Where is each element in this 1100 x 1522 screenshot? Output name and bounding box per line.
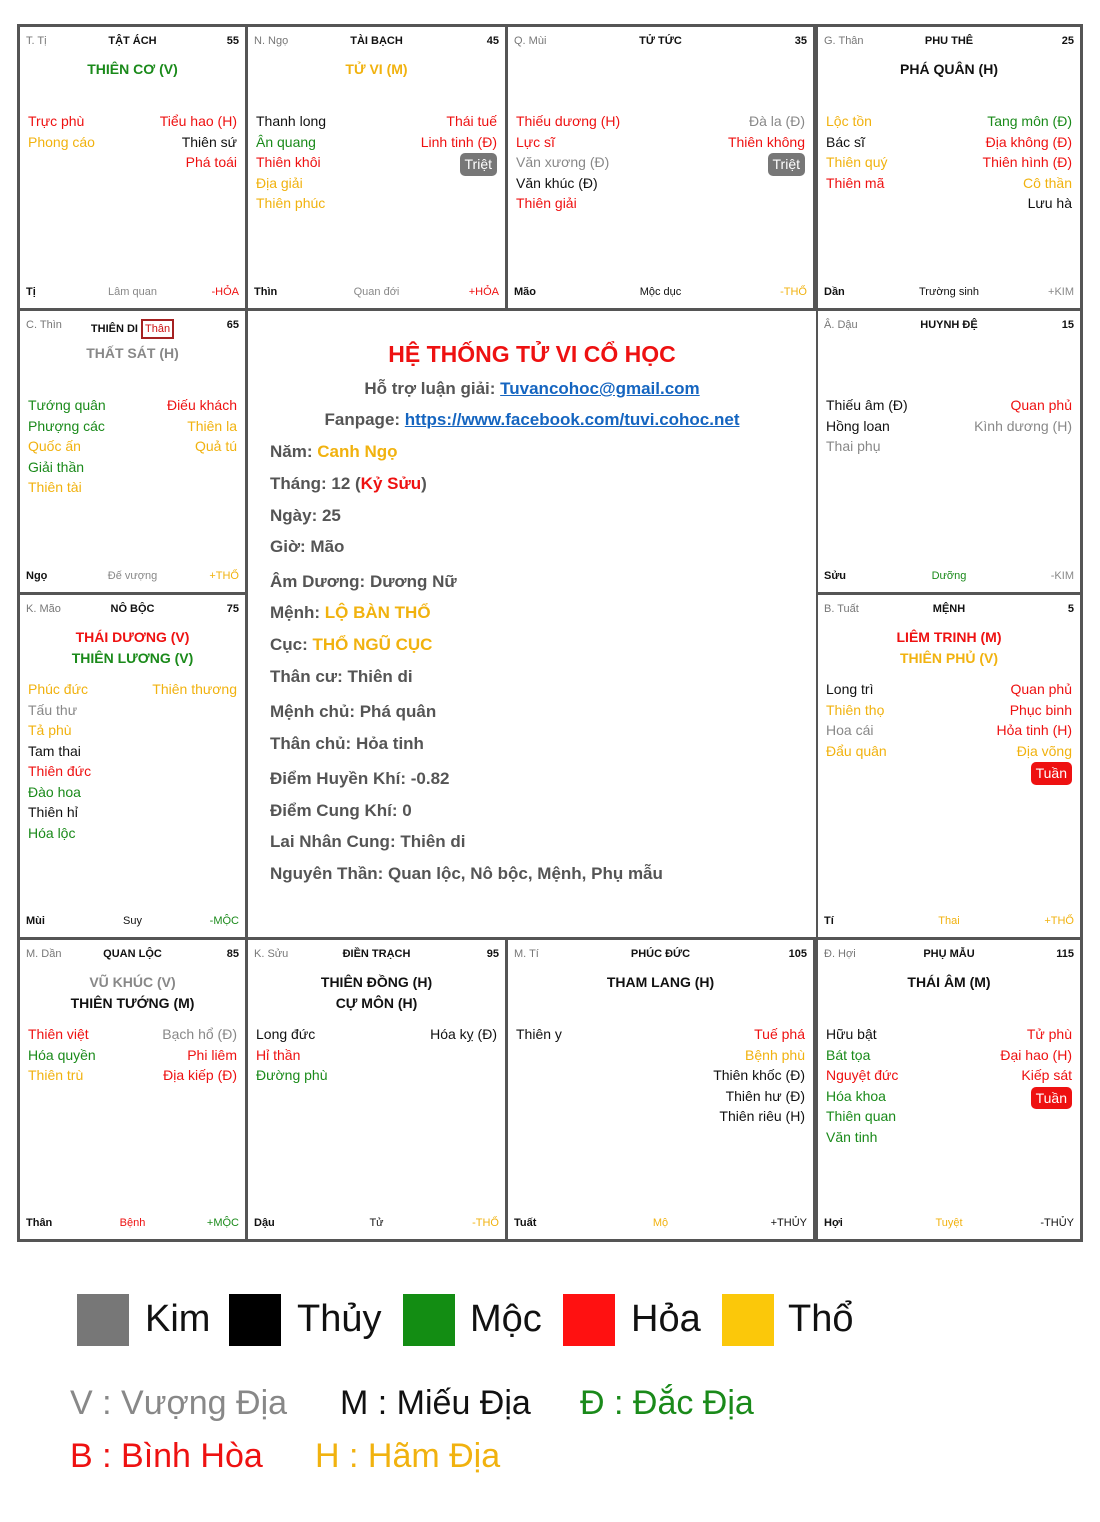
- main-star: THÁI DƯƠNG (V): [75, 629, 190, 645]
- badge-wrap: [997, 761, 1072, 785]
- minor-stars-left: [28, 395, 106, 498]
- minor-star: Đường phù: [256, 1067, 328, 1083]
- palace-header: [514, 35, 807, 51]
- minor-star: Hỏa tinh (H): [996, 722, 1072, 738]
- palace-tuat[interactable]: [818, 595, 1080, 937]
- palace-ti[interactable]: [20, 27, 245, 308]
- menh-line: Mệnh: LỘ BÀN THỔ: [270, 603, 431, 622]
- minor-star: Long đức: [256, 1026, 316, 1042]
- minor-star: Thiên khôi: [256, 154, 321, 170]
- key-ham-dia: H : Hãm Địa: [315, 1437, 501, 1475]
- palace-name-text: QUAN LỘC: [103, 948, 162, 960]
- palace-age: 35: [794, 35, 807, 47]
- nam-line: Năm: Canh Ngọ: [270, 442, 398, 461]
- minor-stars-right: [162, 1024, 237, 1086]
- truong-sinh: Mộ: [652, 1217, 669, 1229]
- palace-footer: [26, 286, 239, 300]
- nguyen-than-line: Nguyên Thần: Quan lộc, Nô bộc, Mệnh, Phụ mẫu: [270, 864, 663, 883]
- truong-sinh: Thai: [938, 915, 960, 927]
- minor-stars-right: [713, 1024, 805, 1127]
- palace-age: 95: [486, 948, 499, 960]
- palace-dau[interactable]: [818, 311, 1080, 592]
- earthly-branch: Mùi: [26, 915, 45, 927]
- badge-wrap: [1000, 1086, 1072, 1110]
- minor-star: Hoa cái: [826, 722, 874, 738]
- minor-star: Địa giải: [256, 174, 303, 191]
- minor-stars-right: [430, 1024, 497, 1045]
- truong-sinh: Quan đới: [353, 286, 400, 298]
- minor-star: Trực phù: [28, 113, 85, 129]
- minor-star: Thiếu dương (H): [516, 113, 621, 129]
- minor-star: Thiên y: [516, 1026, 562, 1042]
- minor-stars-right: [160, 111, 237, 173]
- palace-age: 55: [226, 35, 239, 47]
- minor-star: Phúc đức: [28, 681, 88, 697]
- element-label: +MỘC: [206, 1217, 239, 1229]
- huyen-khi-line: Điểm Huyền Khí: -0.82: [270, 769, 450, 788]
- minor-stars-left: [826, 1024, 898, 1147]
- minor-star: Linh tinh (Đ): [420, 133, 497, 150]
- palace-header: [254, 948, 499, 964]
- palace-footer: [26, 1217, 239, 1231]
- earthly-branch: Thân: [26, 1217, 53, 1229]
- truong-sinh: Bệnh: [119, 1217, 146, 1229]
- menh-chu-line: Mệnh chủ: Phá quân: [270, 702, 437, 721]
- minor-star: Quả tú: [194, 438, 237, 454]
- heavenly-stem: Q. Mùi: [514, 35, 547, 47]
- thang-value: Kỷ Sửu: [360, 474, 422, 493]
- element-label: +HỎA: [468, 286, 499, 298]
- minor-star: Đẩu quân: [826, 742, 887, 759]
- minor-star: Hóa lộc: [28, 824, 76, 841]
- minor-star: Văn khúc (Đ): [516, 174, 598, 191]
- than-marker: Thân: [141, 319, 174, 339]
- earthly-branch: Mão: [514, 286, 536, 298]
- minor-star: Thiên quý: [826, 154, 888, 170]
- triet-badge: Triệt: [768, 153, 805, 176]
- am-duong-line: Âm Dương: Dương Nữ: [270, 572, 457, 591]
- minor-star: Đại hao (H): [1000, 1046, 1072, 1063]
- minor-star: Tang môn (Đ): [987, 113, 1072, 129]
- palace-footer: [254, 1217, 499, 1231]
- palace-footer: [824, 286, 1074, 300]
- minor-star: Văn tinh: [826, 1128, 878, 1145]
- minor-star: Thanh long: [256, 113, 327, 129]
- ngay-line: Ngày: 25: [270, 506, 341, 525]
- palace-name-text: HUYNH ĐỆ: [920, 319, 978, 331]
- main-star: VŨ KHÚC (V): [89, 974, 176, 990]
- truong-sinh: Đế vượng: [107, 570, 158, 582]
- palace-age: 115: [1056, 948, 1074, 960]
- palace-name-text: PHÚC ĐỨC: [630, 948, 691, 960]
- element-label: +KIM: [1048, 286, 1074, 298]
- minor-star: Lộc tồn: [826, 113, 872, 129]
- heavenly-stem: Đ. Hợi: [824, 948, 856, 960]
- palace-age: 15: [1061, 319, 1074, 331]
- main-star: THIÊN TƯỚNG (M): [70, 995, 195, 1011]
- minor-star: Kình dương (H): [974, 417, 1072, 434]
- tuan-badge: Tuần: [1031, 762, 1072, 785]
- minor-stars-right: [974, 395, 1072, 436]
- legend-kim-label: Kim: [145, 1298, 211, 1340]
- main-stars: [20, 59, 245, 80]
- palace-footer: [254, 286, 499, 300]
- thang-line: Tháng: 12 (Kỷ Sửu): [270, 474, 427, 493]
- lai-nhan-line: Lai Nhân Cung: Thiên di: [270, 832, 466, 851]
- earthly-branch: Thìn: [254, 286, 278, 298]
- cuc-value: THỔ NGŨ CỤC: [312, 635, 433, 654]
- swatch-tho: [722, 1294, 774, 1346]
- main-stars: [20, 343, 245, 364]
- support-email-link[interactable]: Tuvancohoc@gmail.com: [500, 379, 700, 398]
- palace-name-text: TẬT ÁCH: [108, 35, 157, 47]
- minor-star: Thiên đức: [28, 763, 92, 779]
- heavenly-stem: Â. Dậu: [824, 319, 858, 331]
- palace-ngo[interactable]: [248, 27, 505, 308]
- chart-title: HỆ THỐNG TỬ VI CỔ HỌC: [388, 341, 676, 367]
- minor-star: Phong cáo: [28, 133, 95, 150]
- main-star: THẤT SÁT (H): [86, 345, 179, 361]
- minor-star: Lưu hà: [1027, 195, 1072, 211]
- palace-name: [824, 948, 1074, 960]
- heavenly-stem: B. Tuất: [824, 603, 859, 615]
- nam-value: Canh Ngọ: [317, 442, 398, 461]
- minor-stars-left: [256, 111, 326, 214]
- palace-age: 75: [226, 603, 239, 615]
- main-stars: [818, 972, 1080, 993]
- minor-star: Giải thần: [28, 458, 85, 475]
- palace-name-text: TỬ TỨC: [639, 35, 682, 47]
- minor-star: Văn xương (Đ): [516, 154, 610, 170]
- legend-moc-label: Mộc: [470, 1298, 542, 1340]
- minor-star: Thiếu âm (Đ): [826, 397, 908, 413]
- palace-age: 65: [226, 319, 239, 331]
- minor-stars-left: [826, 395, 908, 457]
- main-star: THIÊN PHỦ (V): [900, 650, 998, 666]
- legend-thuy-label: Thủy: [297, 1298, 382, 1340]
- fanpage-link[interactable]: https://www.facebook.com/tuvi.cohoc.net: [404, 410, 740, 429]
- minor-star: Thiên hỉ: [28, 804, 78, 820]
- palace-header: [26, 948, 239, 964]
- minor-star: Nguyệt đức: [826, 1067, 899, 1083]
- palace-age: 25: [1061, 35, 1074, 47]
- minor-star: Thiên trù: [28, 1067, 84, 1083]
- main-stars: [248, 972, 505, 1014]
- main-star: THIÊN ĐỒNG (H): [320, 974, 433, 990]
- palace-footer: [514, 286, 807, 300]
- palace-footer: [824, 570, 1074, 584]
- minor-star: Thiên sứ: [181, 133, 237, 150]
- palace-header: [514, 948, 807, 964]
- minor-star: Phục binh: [1009, 701, 1072, 718]
- minor-star: Hữu bật: [826, 1026, 877, 1042]
- than-cu-line: Thân cư: Thiên di: [270, 667, 413, 686]
- palace-name: [254, 948, 499, 960]
- element-label: -HỎA: [211, 286, 239, 298]
- minor-star: Quan phủ: [1010, 681, 1072, 697]
- badge-wrap: [421, 152, 497, 176]
- heavenly-stem: K. Mão: [26, 603, 61, 615]
- legend-hoa-label: Hỏa: [631, 1298, 701, 1340]
- minor-star: Tuế phá: [754, 1026, 805, 1042]
- minor-star: Hóa kỵ (Đ): [430, 1026, 497, 1042]
- main-star: CỰ MÔN (H): [335, 995, 418, 1011]
- minor-star: Địa không (Đ): [985, 133, 1072, 150]
- support-line: Hỗ trợ luận giải: Tuvancohoc@gmail.com: [364, 379, 700, 398]
- heavenly-stem: T. Tị: [26, 35, 47, 47]
- palace-header: [824, 948, 1074, 964]
- palace-suu[interactable]: [248, 940, 505, 1239]
- main-stars: [248, 59, 505, 80]
- palace-header: [26, 319, 239, 335]
- key-vuong-dia: V : Vượng Địa: [70, 1384, 288, 1422]
- minor-star: Bạch hổ (Đ): [162, 1026, 237, 1042]
- element-label: -THỔ: [472, 1217, 499, 1229]
- heavenly-stem: G. Thân: [824, 35, 864, 47]
- minor-stars-left: [28, 679, 91, 843]
- heavenly-stem: C. Thìn: [26, 319, 62, 331]
- minor-star: Hồng loan: [826, 417, 890, 434]
- truong-sinh: Dưỡng: [931, 570, 967, 582]
- palace-name-text: PHỤ MẪU: [923, 948, 975, 960]
- palace-name: [254, 35, 499, 47]
- palace-thin[interactable]: [20, 311, 245, 592]
- minor-star: Thiên việt: [28, 1026, 89, 1042]
- cung-khi-line: Điểm Cung Khí: 0: [270, 801, 412, 820]
- palace-name: [824, 603, 1074, 615]
- gio-line: Giờ: Mão: [270, 537, 345, 556]
- minor-stars-left: [28, 1024, 96, 1086]
- minor-star: Hóa khoa: [826, 1087, 886, 1104]
- minor-star: Long trì: [826, 681, 874, 697]
- palace-name: [824, 319, 1074, 331]
- palace-name-text: NÔ BỘC: [110, 603, 155, 615]
- main-stars: [20, 972, 245, 1014]
- truong-sinh: Tử: [369, 1217, 384, 1229]
- minor-star: Kiếp sát: [1021, 1067, 1072, 1083]
- tuan-badge: Tuần: [1031, 1087, 1072, 1110]
- minor-star: Điếu khách: [166, 397, 237, 413]
- minor-star: Thiên hư (Đ): [725, 1087, 805, 1104]
- main-stars: [818, 59, 1080, 80]
- palace-mao[interactable]: [20, 595, 245, 937]
- minor-star: Đà la (Đ): [748, 113, 805, 129]
- swatch-kim: [77, 1294, 129, 1346]
- badge-wrap: [728, 152, 805, 176]
- palace-header: [824, 603, 1074, 619]
- palace-footer: [824, 915, 1074, 929]
- key-mieu-dia: M : Miếu Địa: [340, 1384, 531, 1422]
- palace-name-text: TÀI BẠCH: [350, 35, 403, 47]
- palace-name-text: MỆNH: [932, 603, 966, 615]
- minor-star: Thiên thọ: [826, 701, 885, 718]
- minor-stars-right: [167, 395, 237, 457]
- minor-star: Hỉ thần: [256, 1046, 301, 1063]
- minor-star: Đào hoa: [28, 783, 81, 800]
- earthly-branch: Hợi: [824, 1217, 843, 1229]
- minor-star: Tiểu hao (H): [159, 113, 237, 129]
- palace-name-text: PHU THÊ: [924, 35, 974, 47]
- palace-header: [254, 35, 499, 51]
- main-star: THIÊN CƠ (V): [87, 61, 178, 77]
- heavenly-stem: M. Dần: [26, 948, 62, 960]
- minor-stars-right: [983, 111, 1072, 214]
- palace-than[interactable]: [818, 27, 1080, 308]
- than-chu-line: Thân chủ: Hỏa tinh: [270, 734, 424, 753]
- minor-star: Tam thai: [28, 742, 81, 759]
- palace-header: [824, 319, 1074, 335]
- palace-name: [514, 35, 807, 47]
- element-label: -THỦY: [1040, 1217, 1074, 1229]
- palace-name-text: THIÊN DI: [90, 323, 138, 335]
- truong-sinh: Trường sinh: [918, 286, 980, 298]
- minor-star: Tướng quân: [28, 397, 106, 413]
- earthly-branch: Sửu: [824, 570, 847, 582]
- minor-star: Thiên hình (Đ): [982, 154, 1072, 170]
- cuc-line: Cục: THỔ NGŨ CỤC: [270, 635, 433, 654]
- minor-star: Thiên mã: [826, 174, 885, 191]
- palace-footer: [824, 1217, 1074, 1231]
- minor-star: Tử phù: [1026, 1026, 1072, 1042]
- palace-mui[interactable]: [508, 27, 813, 308]
- minor-stars-right: [997, 679, 1072, 785]
- element-label: +THỔ: [1044, 915, 1074, 927]
- minor-star: Địa kiếp (Đ): [163, 1067, 237, 1083]
- minor-star: Tấu thư: [28, 701, 78, 718]
- minor-star: Tả phù: [28, 722, 72, 738]
- main-star: THIÊN LƯƠNG (V): [71, 650, 194, 666]
- palace-dan[interactable]: [20, 940, 245, 1239]
- minor-star: Bệnh phù: [745, 1046, 805, 1063]
- main-star: THÁI ÂM (M): [907, 974, 991, 990]
- earthly-branch: Dần: [824, 286, 845, 298]
- minor-star: Thiên khốc (Đ): [713, 1067, 805, 1083]
- minor-star: Phá toái: [185, 154, 237, 170]
- element-label: +THỦY: [770, 1217, 807, 1229]
- main-star: THAM LANG (H): [606, 974, 715, 990]
- main-star: LIÊM TRINH (M): [896, 629, 1002, 645]
- minor-stars-left: [256, 1024, 327, 1086]
- palace-header: [824, 35, 1074, 51]
- minor-star: Thiên giải: [516, 195, 577, 211]
- palace-name: [26, 35, 239, 47]
- palace-name: [514, 948, 807, 960]
- minor-stars-left: [516, 111, 620, 214]
- palace-hoi[interactable]: [818, 940, 1080, 1239]
- main-stars: [20, 627, 245, 669]
- palace-age: 5: [1067, 603, 1074, 615]
- minor-star: Phượng các: [28, 417, 105, 434]
- minor-star: Thai phụ: [826, 438, 881, 454]
- minor-star: Thiên la: [187, 417, 237, 434]
- main-star: TỬ VI (M): [345, 61, 408, 77]
- truong-sinh: Suy: [123, 915, 142, 927]
- minor-stars-left: [826, 111, 887, 193]
- menh-value: LỘ BÀN THỔ: [324, 603, 431, 622]
- minor-stars-right: [421, 111, 497, 176]
- minor-star: Bác sĩ: [826, 133, 865, 150]
- minor-star: Cô thần: [1022, 174, 1072, 191]
- palace-age: 45: [486, 35, 499, 47]
- heavenly-stem: M. Tí: [514, 948, 539, 960]
- key-binh-hoa: B : Bình Hòa: [70, 1437, 263, 1475]
- minor-star: Thiên không: [727, 133, 805, 150]
- minor-star: Thiên tài: [28, 479, 82, 495]
- minor-star: Thiên phúc: [256, 195, 326, 211]
- palace-footer: [26, 915, 239, 929]
- minor-star: Hóa quyền: [28, 1046, 96, 1063]
- triet-badge: Triệt: [460, 153, 497, 176]
- minor-star: Quan phủ: [1010, 397, 1072, 413]
- swatch-moc: [403, 1294, 455, 1346]
- minor-star: Ân quang: [256, 133, 316, 150]
- element-label: -MỘC: [209, 915, 239, 927]
- minor-star: Thiên quan: [826, 1108, 897, 1124]
- main-stars: [818, 627, 1080, 669]
- minor-stars-right: [152, 679, 237, 700]
- palace-tii[interactable]: [508, 940, 813, 1239]
- main-star: PHÁ QUÂN (H): [900, 61, 998, 77]
- truong-sinh: Tuyệt: [935, 1217, 963, 1229]
- palace-name-text: ĐIỀN TRẠCH: [342, 948, 411, 960]
- truong-sinh: Mộc dục: [639, 286, 682, 298]
- earthly-branch: Tị: [26, 286, 36, 298]
- minor-star: Quốc ấn: [28, 438, 81, 454]
- element-label: +THỔ: [209, 570, 239, 582]
- center-info-panel: [248, 311, 816, 937]
- minor-stars-left: [28, 111, 95, 152]
- earthly-branch: Tuất: [514, 1217, 537, 1229]
- earthly-branch: Tí: [824, 915, 834, 927]
- chart-grid: [17, 24, 1083, 1242]
- minor-star: Phi liêm: [187, 1046, 237, 1063]
- heavenly-stem: K. Sửu: [254, 948, 289, 960]
- palace-age: 85: [226, 948, 239, 960]
- palace-footer: [514, 1217, 807, 1231]
- palace-header: [26, 603, 239, 619]
- minor-stars-right: [728, 111, 805, 176]
- element-label: -KIM: [1050, 570, 1074, 582]
- minor-star: Thiên thương: [152, 681, 237, 697]
- minor-stars-right: [1000, 1024, 1072, 1109]
- key-dac-dia: Đ : Đắc Địa: [580, 1384, 754, 1422]
- swatch-thuy: [229, 1294, 281, 1346]
- fanpage-line: Fanpage: https://www.facebook.com/tuvi.cohoc.net: [324, 410, 740, 429]
- palace-footer: [26, 570, 239, 584]
- swatch-hoa: [563, 1294, 615, 1346]
- minor-star: Thiên riêu (H): [719, 1108, 805, 1124]
- earthly-branch: Dậu: [254, 1217, 275, 1229]
- palace-header: [26, 35, 239, 51]
- minor-stars-left: [516, 1024, 562, 1045]
- element-label: -THỔ: [780, 286, 807, 298]
- main-stars: [508, 972, 813, 993]
- minor-stars-left: [826, 679, 887, 761]
- legend-tho-label: Thổ: [788, 1298, 854, 1340]
- minor-star: Thái tuế: [446, 113, 497, 129]
- heavenly-stem: N. Ngọ: [254, 35, 289, 47]
- earthly-branch: Ngọ: [26, 570, 48, 582]
- minor-star: Bát tọa: [826, 1046, 871, 1063]
- minor-star: Lực sĩ: [516, 133, 555, 150]
- truong-sinh: Lâm quan: [108, 286, 157, 298]
- palace-age: 105: [788, 948, 807, 960]
- minor-star: Địa võng: [1016, 742, 1072, 759]
